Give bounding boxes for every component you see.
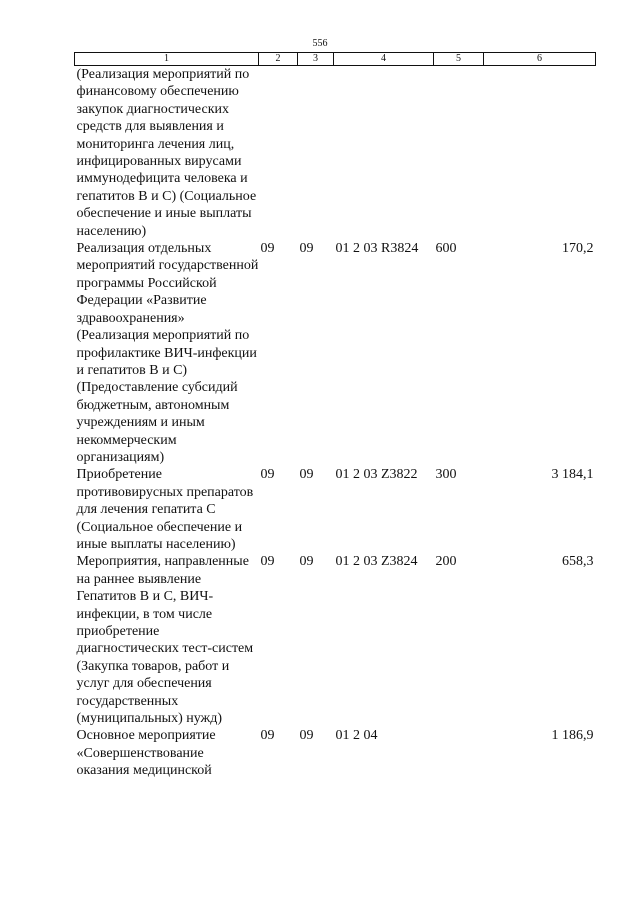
expense-type-cell (434, 66, 484, 241)
subsection-cell: 09 (299, 467, 314, 483)
table-row (75, 553, 596, 727)
table-row (75, 240, 596, 466)
column-header: 6 (484, 53, 596, 66)
amount-cell: 3 184,1 (551, 467, 594, 483)
expense-type-cell: 600 (435, 241, 457, 257)
amount-cell: 1 186,9 (551, 728, 594, 744)
amount-cell: 658,3 (562, 554, 594, 570)
subsection-cell: 09 (299, 554, 314, 570)
section-cell: 09 (260, 467, 275, 483)
section-cell: 09 (260, 241, 275, 257)
column-header: 1 (75, 53, 259, 66)
page-number: 556 (312, 38, 328, 49)
row-name-cell: (Реализация мероприятий по финансовому обеспечению закупок диагностических средств для выявления и мониторинга лечения лиц, инфицированных вирусами иммунодефицита человека и гепатитов В и С) (Социальное обеспечение и иные выплаты населению) (76, 67, 257, 239)
column-header: 4 (334, 53, 434, 66)
target-code-cell: 01 2 03 Z3822 (335, 467, 418, 483)
table-row (75, 727, 596, 779)
section-cell: 09 (260, 728, 275, 744)
amount-cell (484, 66, 596, 241)
expense-type-cell: 200 (435, 554, 457, 570)
row-name-cell: Приобретение противовирусных препаратов для лечения гепатита С (Социальное обеспечение и иные выплаты населению) (76, 467, 254, 552)
table-row (75, 466, 596, 553)
expense-type-cell (434, 727, 484, 779)
target-code-cell (334, 66, 434, 241)
target-code-cell: 01 2 04 (335, 728, 378, 744)
row-name-cell: Реализация отдельных мероприятий государственной программы Российской Федерации «Развитие здравоохранения» (Реализация мероприятий по профилактике ВИЧ-инфекции и гепатитов В и С) (Предоставление субсидий бюджетным, автономным учреждениям и иным некоммерческим организациям) (76, 241, 259, 465)
target-code-cell: 01 2 03 R3824 (335, 241, 419, 257)
table-row (75, 66, 596, 241)
column-header: 5 (434, 53, 484, 66)
budget-table (74, 52, 596, 780)
expense-type-cell: 300 (435, 467, 457, 483)
row-name-cell: Основное мероприятие «Совершенствование оказания медицинской (76, 728, 216, 779)
section-cell (259, 66, 298, 241)
column-header: 3 (298, 53, 334, 66)
table-header-row (75, 53, 596, 66)
row-name-cell: Мероприятия, направленные на раннее выявление Гепатитов В и С, ВИЧ-инфекции, в том числе приобретение диагностических тест-систем (Закупка товаров, работ и услуг для обеспечения государственных (муниципальных) нужд) (76, 554, 254, 727)
target-code-cell: 01 2 03 Z3824 (335, 554, 418, 570)
subsection-cell: 09 (299, 728, 314, 744)
section-cell: 09 (260, 554, 275, 570)
subsection-cell: 09 (299, 241, 314, 257)
column-header: 2 (259, 53, 298, 66)
subsection-cell (298, 66, 334, 241)
amount-cell: 170,2 (562, 241, 594, 257)
